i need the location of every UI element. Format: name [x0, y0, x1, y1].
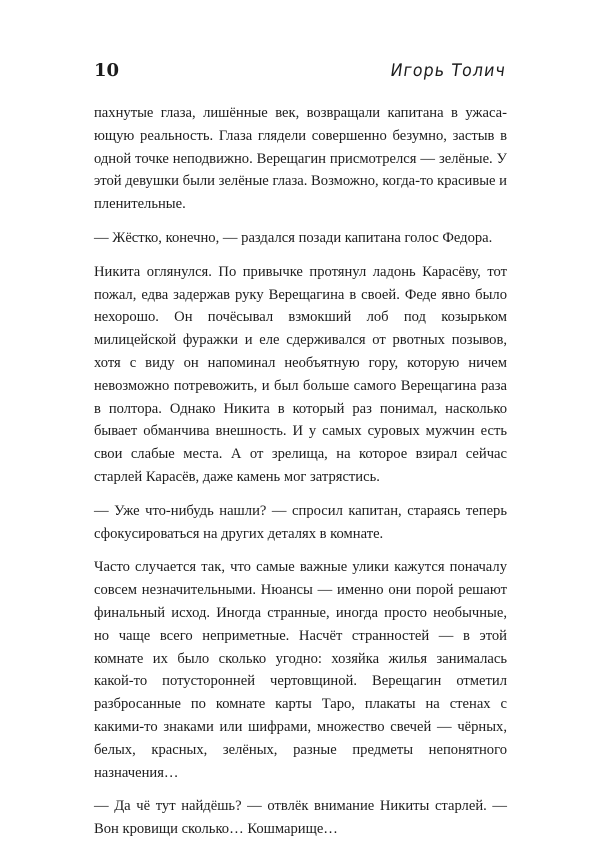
paragraph: Никита оглянулся. По привычке протянул ладонь Карасёву, тот пожал, едва задержав руку Верещагина в своей. Феде явно было нехорошо. Он почёсывал взмокший лоб под козырьком милицейской фуражки и еле сдерживался от рвотных позывов, хотя с виду он напоминал необъятную гору, которую ничем невозможно потревожить, и был больше самого Верещагина раза в полтора. Однако Никита в который раз понимал, насколько бывает обманчива внешность. И у самых суровых мужчин есть свои слабые места. А от зрелища, на которое взирал сейчас старлей Карасёв, даже камень мог затрястись.: [94, 263, 507, 485]
paragraph: — Уже что-нибудь нашли? — спросил капитан, стараясь теперь сфокусироваться на других деталях в комнате.: [94, 502, 507, 542]
paragraph: — Да чё тут найдёшь? — отвлёк внимание Никиты старлей. — Вон кровищи сколько… Кошмарище…: [94, 798, 507, 838]
paragraph: Часто случается так, что самые важные улики кажутся поначалу совсем незначительными. Нюансы — именно они порой решают финальный исход. Иногда странные, иногда просто необычные, но чаще всего неприметные. Насчёт странностей — в этой комнате их было сколько угодно: хозяйка жилья занималась какой-то потусторонней чертовщиной. Верещагин отметил разбросанные по комнате карты Таро, плакаты на стенах с какими-то знаками или шифрами, множество свечей — чёрных, белых, красных, зелёных, разные предметы непонятного назначения…: [94, 559, 507, 781]
page-body: [94, 102, 507, 852]
running-title-author: Игорь Толич: [388, 60, 507, 81]
page-number: 10: [94, 60, 120, 81]
page-header: [94, 58, 507, 88]
paragraph: — Жёстко, конечно, — раздался позади капитана голос Федора.: [94, 229, 493, 246]
paragraph: пахнутые глаза, лишённые век, возвращали капитана в ужасающую реальность. Глаза глядели совершенно безумно, застыв в одной точке неподвижно. Верещагин присмотрелся — зелёные. У этой девушки были зелёные глаза. Возможно, когда-то красивые и пленительные.: [94, 105, 507, 213]
